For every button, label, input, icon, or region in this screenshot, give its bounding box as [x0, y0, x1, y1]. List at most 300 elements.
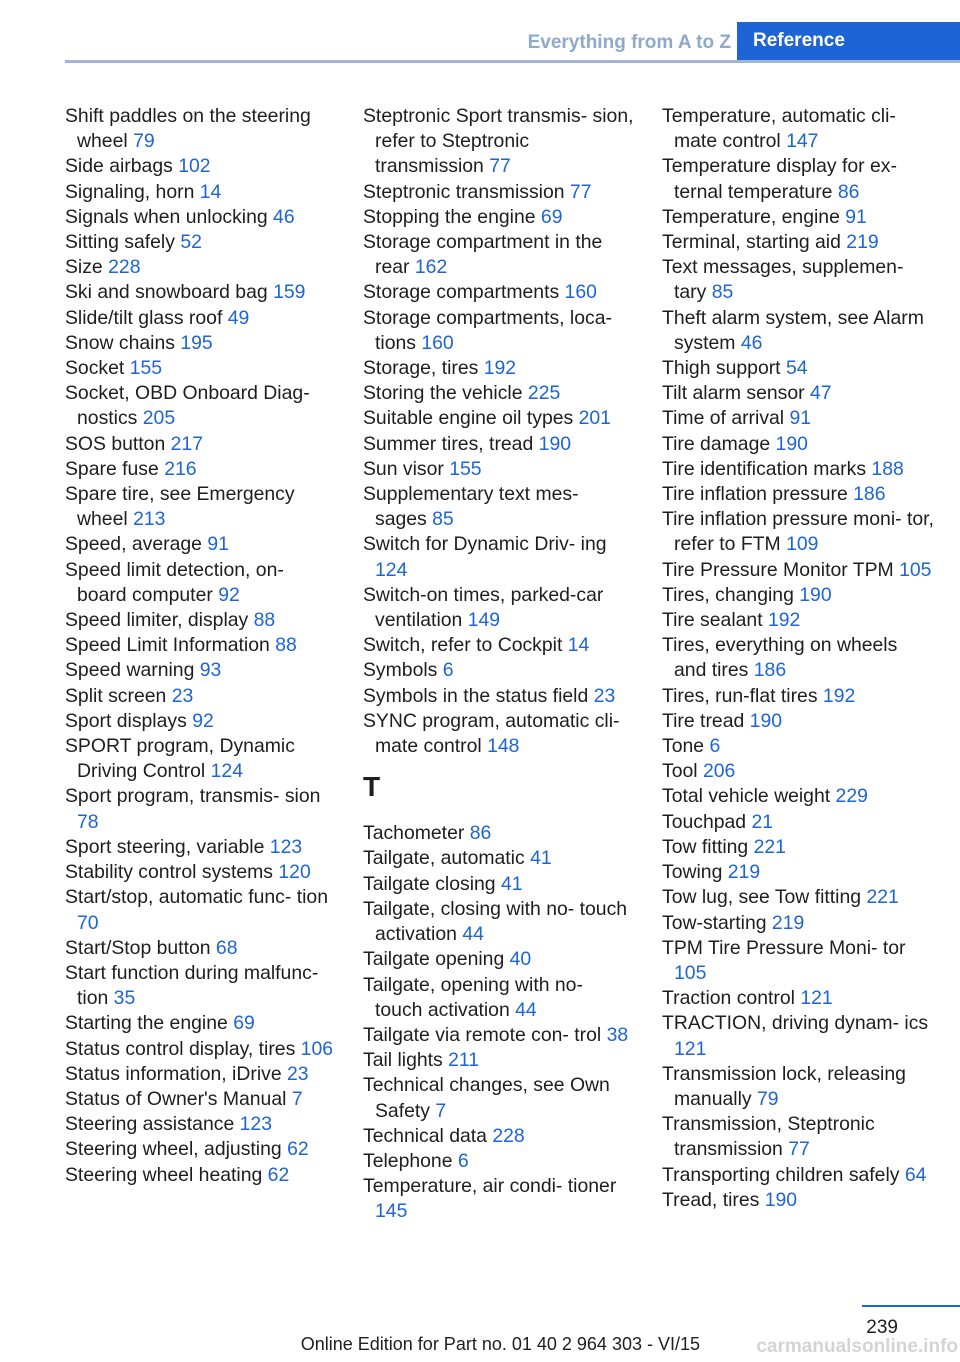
index-entry [65, 835, 337, 860]
index-entry [662, 583, 934, 608]
index-entry [65, 280, 337, 305]
index-page-link[interactable]: 21 [751, 810, 774, 833]
index-page-link[interactable]: 192 [483, 357, 517, 380]
index-entry-text: Stability control systems [65, 861, 273, 884]
index-entry [662, 230, 934, 255]
index-page-link[interactable]: 160 [421, 331, 454, 354]
index-page-link[interactable]: 206 [702, 760, 736, 783]
index-page-link[interactable]: 78 [77, 810, 99, 833]
index-column-3 [662, 104, 934, 1213]
index-page-link[interactable]: 91 [845, 205, 867, 228]
index-entry-text: Shift paddles on the steering wheel [65, 105, 311, 153]
index-entry-text: Temperature, engine [662, 205, 840, 228]
index-letter-heading: T [363, 771, 381, 803]
index-entry-text: Start/Stop button [65, 936, 211, 959]
index-page-link[interactable]: 44 [462, 923, 484, 946]
index-page-link[interactable]: 46 [273, 205, 295, 228]
index-entry [662, 784, 934, 809]
index-entry [662, 1188, 934, 1213]
index-entry-text: Tailgate, closing with no- touch activation [363, 897, 628, 946]
index-entry [65, 306, 337, 331]
index-entry [363, 432, 635, 457]
index-page-link[interactable]: 70 [77, 911, 99, 934]
index-entry [65, 784, 337, 834]
index-entry-text: Touchpad [662, 810, 747, 833]
index-entry-text: Storage compartment in the rear [363, 231, 603, 279]
index-entry-text: Storage, tires [363, 357, 479, 380]
index-entry [363, 897, 635, 947]
index-entry [363, 583, 635, 633]
index-entry-text: Start function during malfunc‐ tion [65, 961, 319, 1010]
index-entry [662, 558, 934, 583]
header-tab-reference: Reference [737, 22, 960, 60]
index-entry [662, 835, 934, 860]
index-page-link[interactable]: 148 [487, 735, 520, 758]
index-page-link[interactable]: 205 [142, 407, 176, 430]
index-page-link[interactable]: 54 [785, 357, 808, 380]
index-entry [662, 734, 934, 759]
index-page-link[interactable]: 88 [253, 609, 276, 632]
header-rule [65, 60, 960, 63]
index-page-link[interactable]: 219 [727, 861, 761, 884]
index-entry [363, 872, 635, 897]
footer-rule [862, 1305, 960, 1307]
index-entry-text: Switch-on times, parked-car ventilation [363, 583, 604, 632]
index-entry [363, 1073, 635, 1123]
index-page-link[interactable]: 92 [218, 583, 240, 606]
index-page-link[interactable]: 190 [764, 1188, 798, 1211]
index-entry [65, 1062, 337, 1087]
index-entry [363, 973, 635, 1023]
index-entry [662, 810, 934, 835]
watermark-logo: carmanualsonline.info [756, 1336, 958, 1357]
index-entry [65, 558, 337, 608]
index-entry [65, 255, 337, 280]
index-entry [65, 230, 337, 255]
index-entry-text: Tilt alarm sensor [662, 382, 805, 405]
index-entry [363, 532, 635, 582]
index-page-link[interactable]: 147 [786, 130, 819, 153]
index-entry [662, 482, 934, 507]
index-entry-text: Steering wheel, adjusting [65, 1138, 282, 1161]
index-page-link[interactable]: 155 [449, 457, 482, 480]
index-entry [363, 457, 635, 482]
index-page-link[interactable]: 225 [527, 382, 561, 405]
index-entry-text: Ski and snowboard bag [65, 281, 268, 304]
index-page-link[interactable]: 160 [564, 281, 597, 304]
index-page-link[interactable]: 221 [866, 886, 899, 909]
index-entry [363, 658, 635, 683]
index-entry-text: SYNC program, automatic cli‐ mate control [363, 709, 620, 758]
index-entry [65, 532, 337, 557]
index-entry [662, 507, 934, 557]
index-page-link[interactable]: 105 [674, 961, 707, 984]
index-entry-text: Temperature, automatic cli‐ mate control [662, 105, 896, 153]
index-entry-text: Tread, tires [662, 1188, 760, 1211]
index-entry-text: Socket, OBD Onboard Diag‐ nostics [65, 382, 310, 430]
footer-edition-text: Online Edition for Part no. 01 40 2 964 303 - VI/15 [300, 1334, 700, 1354]
index-entry [65, 356, 337, 381]
index-entry [65, 684, 337, 709]
index-entry-text: Tone [662, 735, 705, 758]
index-entry [363, 406, 635, 431]
index-entry [662, 154, 934, 204]
index-entry [662, 1062, 934, 1112]
index-entry-text: Sport steering, variable [65, 835, 265, 858]
index-entry [363, 356, 635, 381]
index-entry-text: Tow fitting [662, 835, 749, 858]
index-column-2 [363, 104, 635, 1225]
header-section-title: Everything from A to Z [527, 32, 731, 53]
index-page-link[interactable]: 69 [540, 205, 563, 228]
index-entry [363, 1048, 635, 1073]
index-entry [65, 633, 337, 658]
index-entry-text: Temperature, air condi‐ tioner [363, 1175, 617, 1198]
index-entry-text: Tire tread [662, 709, 745, 732]
index-entry [662, 205, 934, 230]
index-page-link[interactable]: 192 [767, 609, 801, 632]
index-page-link[interactable]: 86 [469, 822, 492, 845]
index-page-link[interactable]: 7 [435, 1099, 447, 1122]
index-entry-text: Sport program, transmis‐ sion [65, 785, 321, 808]
index-entry-text: Traction control [662, 987, 795, 1010]
index-list [65, 104, 337, 1188]
index-page-link[interactable]: 188 [871, 457, 904, 480]
index-entry [65, 104, 337, 154]
index-entry [65, 331, 337, 356]
index-entry-text: SPORT program, Dynamic Driving Control [65, 735, 295, 783]
index-entry-text: Terminal, starting aid [662, 231, 841, 254]
index-entry-text: Sitting safely [65, 231, 175, 254]
index-entry [363, 1174, 635, 1224]
index-entry [662, 759, 934, 784]
index-entry [662, 709, 934, 734]
index-page-link[interactable]: 190 [775, 432, 808, 455]
index-entry-text: Text messages, supplemen‐ tary [662, 256, 904, 304]
index-entry [662, 306, 934, 356]
index-page-link[interactable]: 62 [287, 1138, 309, 1161]
index-page-link[interactable]: 192 [822, 684, 856, 707]
index-entry [662, 356, 934, 381]
index-entry [363, 381, 635, 406]
index-entry-text: Tow-starting [662, 911, 767, 934]
index-page-link[interactable]: 102 [178, 155, 211, 178]
index-entry [363, 709, 635, 759]
index-entry-text: Tool [662, 760, 698, 783]
index-page-link[interactable]: 124 [210, 760, 243, 783]
index-page-link[interactable]: 14 [199, 180, 222, 203]
index-entry [65, 734, 337, 784]
index-page-link[interactable]: 109 [786, 533, 819, 556]
index-entry-text: Tire Pressure Monitor TPM [662, 558, 894, 581]
index-entry [65, 205, 337, 230]
index-page-link[interactable]: 77 [569, 180, 592, 203]
index-page-link[interactable]: 23 [593, 684, 616, 707]
index-page-link[interactable]: 68 [215, 936, 238, 959]
index-page-link[interactable]: 49 [227, 306, 250, 329]
index-page-link[interactable]: 14 [567, 634, 590, 657]
index-page-link[interactable]: 93 [199, 659, 222, 682]
index-entry [662, 381, 934, 406]
index-entry-text: Steering assistance [65, 1113, 235, 1136]
index-page-link[interactable]: 86 [837, 180, 860, 203]
index-entry [65, 961, 337, 1011]
index-entry-text: TPM Tire Pressure Moni‐ tor [662, 936, 906, 959]
index-page-link[interactable]: 123 [239, 1113, 272, 1136]
index-entry [662, 986, 934, 1011]
index-page-link[interactable]: 228 [492, 1124, 525, 1147]
index-entry-text: Split screen [65, 684, 167, 707]
index-entry [65, 709, 337, 734]
index-entry-text: Transmission, Steptronic transmission [662, 1113, 875, 1161]
index-page-link[interactable]: 145 [375, 1200, 408, 1223]
index-page-link[interactable]: 190 [749, 709, 783, 732]
index-entry [65, 885, 337, 935]
index-page-link[interactable]: 106 [300, 1037, 334, 1060]
index-entry-text: Symbols in the status field [363, 684, 589, 707]
index-entry-text: Storage compartments [363, 281, 560, 304]
index-page-link[interactable]: 77 [489, 155, 511, 178]
index-entry [65, 381, 337, 431]
index-page-link[interactable]: 7 [291, 1087, 303, 1110]
index-page-link[interactable]: 47 [809, 382, 832, 405]
index-entry-text: Tow lug, see Tow fitting [662, 886, 862, 909]
index-page-link[interactable]: 40 [509, 948, 532, 971]
index-entry-text: Thigh support [662, 357, 781, 380]
index-entry-text: Speed Limit Information [65, 634, 270, 657]
index-entry-text: Symbols [363, 659, 438, 682]
index-page-link[interactable]: 85 [432, 508, 454, 531]
index-entry-text: Sport displays [65, 709, 187, 732]
index-entry [65, 180, 337, 205]
index-entry-text: Side airbags [65, 155, 173, 178]
index-entry-text: Speed limit detection, on‐ board computer [65, 558, 284, 606]
index-entry-text: SOS button [65, 432, 166, 455]
index-entry [65, 482, 337, 532]
index-entry-text: Speed, average [65, 533, 202, 556]
index-entry [363, 1124, 635, 1149]
index-entry-text: Storing the vehicle [363, 382, 523, 405]
index-entry-text: Status information, iDrive [65, 1062, 282, 1085]
index-page-link[interactable]: 123 [269, 835, 303, 858]
index-page-link[interactable]: 216 [164, 457, 197, 480]
index-entry-text: Transporting children safely [662, 1163, 900, 1186]
index-entry-text: Socket [65, 357, 125, 380]
index-page-link[interactable]: 92 [192, 709, 214, 732]
index-entry-text: Technical changes, see Own Safety [363, 1074, 610, 1122]
index-entry [363, 230, 635, 280]
index-page-link[interactable]: 46 [740, 331, 763, 354]
index-entry-text: Steptronic Sport transmis‐ sion, refer to Steptronic transmission [363, 105, 634, 178]
index-page-link[interactable]: 35 [113, 987, 136, 1010]
index-page-link[interactable]: 120 [278, 861, 311, 884]
index-list [363, 104, 635, 759]
index-entry-text: Spare tire, see Emergency wheel [65, 483, 295, 531]
index-page-link[interactable]: 190 [799, 583, 832, 606]
index-page-link[interactable]: 228 [108, 256, 141, 279]
index-page-link[interactable]: 219 [771, 911, 805, 934]
index-page-link[interactable]: 6 [457, 1149, 469, 1172]
index-entry [363, 947, 635, 972]
index-entry [65, 860, 337, 885]
index-page-link[interactable]: 213 [133, 508, 166, 531]
index-entry-text: Telephone [363, 1149, 453, 1172]
index-page-link[interactable]: 79 [133, 130, 155, 153]
index-page-link[interactable]: 6 [442, 659, 454, 682]
index-entry [363, 482, 635, 532]
index-entry [65, 1137, 337, 1162]
index-entry-text: Temperature display for ex‐ ternal temperature [662, 155, 897, 203]
index-entry [65, 457, 337, 482]
index-page-link[interactable]: 64 [904, 1163, 927, 1186]
index-entry-text: Tire inflation pressure [662, 483, 848, 506]
index-entry-text: Signals when unlocking [65, 205, 268, 228]
index-entry [363, 306, 635, 356]
index-page-link[interactable]: 124 [375, 558, 408, 581]
index-page-link[interactable]: 221 [753, 835, 786, 858]
index-entry-text: Total vehicle weight [662, 785, 831, 808]
index-entry [662, 684, 934, 709]
index-entry-text: Tire damage [662, 432, 771, 455]
index-page-link[interactable]: 62 [267, 1163, 290, 1186]
index-page-link[interactable]: 41 [530, 847, 552, 870]
index-entry-text: Steptronic transmission [363, 180, 565, 203]
index-entry-text: Tire inflation pressure moni‐ tor, refer to FTM [662, 508, 934, 556]
index-entry-text: TRACTION, driving dynam‐ ics [662, 1012, 929, 1035]
index-page-link[interactable]: 52 [180, 231, 202, 254]
index-page-link[interactable]: 121 [800, 987, 833, 1010]
index-page-link[interactable]: 91 [789, 407, 812, 430]
index-entry [363, 1149, 635, 1174]
index-entry-text: Transmission lock, releasing manually [662, 1062, 906, 1110]
index-entry-text: Stopping the engine [363, 205, 536, 228]
index-page-link[interactable]: 186 [853, 483, 886, 506]
index-page-link[interactable]: 41 [500, 872, 523, 895]
index-entry-text: Switch, refer to Cockpit [363, 634, 563, 657]
index-page-link[interactable]: 186 [753, 659, 787, 682]
index-page-link[interactable]: 155 [129, 357, 163, 380]
index-entry-text: Start/stop, automatic func‐ tion [65, 886, 328, 909]
index-entry [363, 205, 635, 230]
index-page-link[interactable]: 217 [170, 432, 203, 455]
index-entry [363, 280, 635, 305]
index-entry-text: Tailgate opening [363, 948, 505, 971]
index-entry-text: Storage compartments, loca‐ tions [363, 306, 612, 354]
index-entry [662, 1163, 934, 1188]
index-entry-text: Snow chains [65, 331, 175, 354]
index-page-link[interactable]: 85 [711, 281, 734, 304]
index-entry-text: Spare fuse [65, 457, 159, 480]
index-page-link[interactable]: 159 [273, 281, 306, 304]
index-page-link[interactable]: 121 [674, 1037, 707, 1060]
index-entry [662, 255, 934, 305]
index-entry [662, 1011, 934, 1061]
index-page-link[interactable]: 91 [207, 533, 229, 556]
index-entry [65, 1011, 337, 1036]
index-page-link[interactable]: 211 [448, 1049, 480, 1072]
index-entry-text: Tachometer [363, 822, 465, 845]
index-column-1 [65, 104, 337, 1188]
index-page-link[interactable]: 201 [578, 407, 611, 430]
index-entry [65, 432, 337, 457]
index-entry [662, 104, 934, 154]
index-entry-text: Starting the engine [65, 1012, 228, 1035]
index-page-link[interactable]: 149 [467, 609, 501, 632]
index-entry [662, 432, 934, 457]
page-number: 239 [866, 1317, 898, 1338]
index-entry-text: Signaling, horn [65, 180, 195, 203]
index-entry [363, 684, 635, 709]
index-page-link[interactable]: 69 [233, 1012, 255, 1035]
index-entry-text: Size [65, 256, 103, 279]
index-page-link[interactable]: 229 [835, 785, 868, 808]
index-entry-text: Towing [662, 861, 723, 884]
index-entry [662, 633, 934, 683]
index-entry-text: Tailgate, automatic [363, 847, 525, 870]
index-entry-text: Sun visor [363, 457, 444, 480]
index-page-link[interactable]: 88 [275, 634, 297, 657]
index-entry [65, 1163, 337, 1188]
index-entry-text: Tail lights [363, 1049, 443, 1072]
index-page-link[interactable]: 162 [414, 256, 448, 279]
index-page-link[interactable]: 6 [709, 735, 721, 758]
index-entry [662, 1112, 934, 1162]
index-page-link[interactable]: 23 [171, 684, 194, 707]
index-page-link[interactable]: 77 [788, 1138, 810, 1161]
page-header [0, 0, 960, 62]
index-page-link[interactable]: 38 [606, 1023, 629, 1046]
index-entry [662, 885, 934, 910]
index-entry [363, 821, 635, 846]
index-entry [363, 104, 635, 180]
index-page-link[interactable]: 195 [180, 331, 213, 354]
index-entry [662, 936, 934, 986]
index-entry [65, 658, 337, 683]
index-entry [662, 608, 934, 633]
index-page-link[interactable]: 23 [287, 1062, 309, 1085]
index-page-link[interactable]: 79 [757, 1087, 779, 1110]
index-entry-text: Tailgate, opening with no- touch activation [363, 973, 583, 1021]
index-page-link[interactable]: 105 [899, 558, 932, 581]
index-entry [65, 154, 337, 179]
index-entry-text: Tire sealant [662, 609, 763, 632]
index-entry [363, 846, 635, 871]
index-entry-text: Technical data [363, 1124, 487, 1147]
index-entry [65, 936, 337, 961]
index-entry-text: Tires, run-flat tires [662, 684, 818, 707]
index-entry-text: Speed limiter, display [65, 609, 249, 632]
index-entry [363, 633, 635, 658]
index-entry [65, 1037, 337, 1062]
index-entry-text: Supplementary text mes‐ sages [363, 483, 579, 531]
index-entry [65, 1087, 337, 1112]
index-entry [363, 1023, 635, 1048]
index-page-link[interactable]: 190 [538, 432, 572, 455]
index-entry-text: Slide/tilt glass roof [65, 306, 223, 329]
index-page-link[interactable]: 219 [846, 231, 879, 254]
index-entry [65, 1112, 337, 1137]
index-entry [662, 911, 934, 936]
index-entry-text: Tire identification marks [662, 457, 867, 480]
index-entry [65, 608, 337, 633]
index-page-link[interactable]: 44 [515, 998, 537, 1021]
index-entry-text: Tailgate via remote con‐ trol [363, 1023, 602, 1046]
index-list [662, 104, 934, 1213]
index-entry-text: Tailgate closing [363, 872, 496, 895]
index-entry-text: Switch for Dynamic Driv‐ ing [363, 533, 607, 556]
index-entry-text: Status of Owner's Manual [65, 1087, 287, 1110]
index-entry [662, 406, 934, 431]
